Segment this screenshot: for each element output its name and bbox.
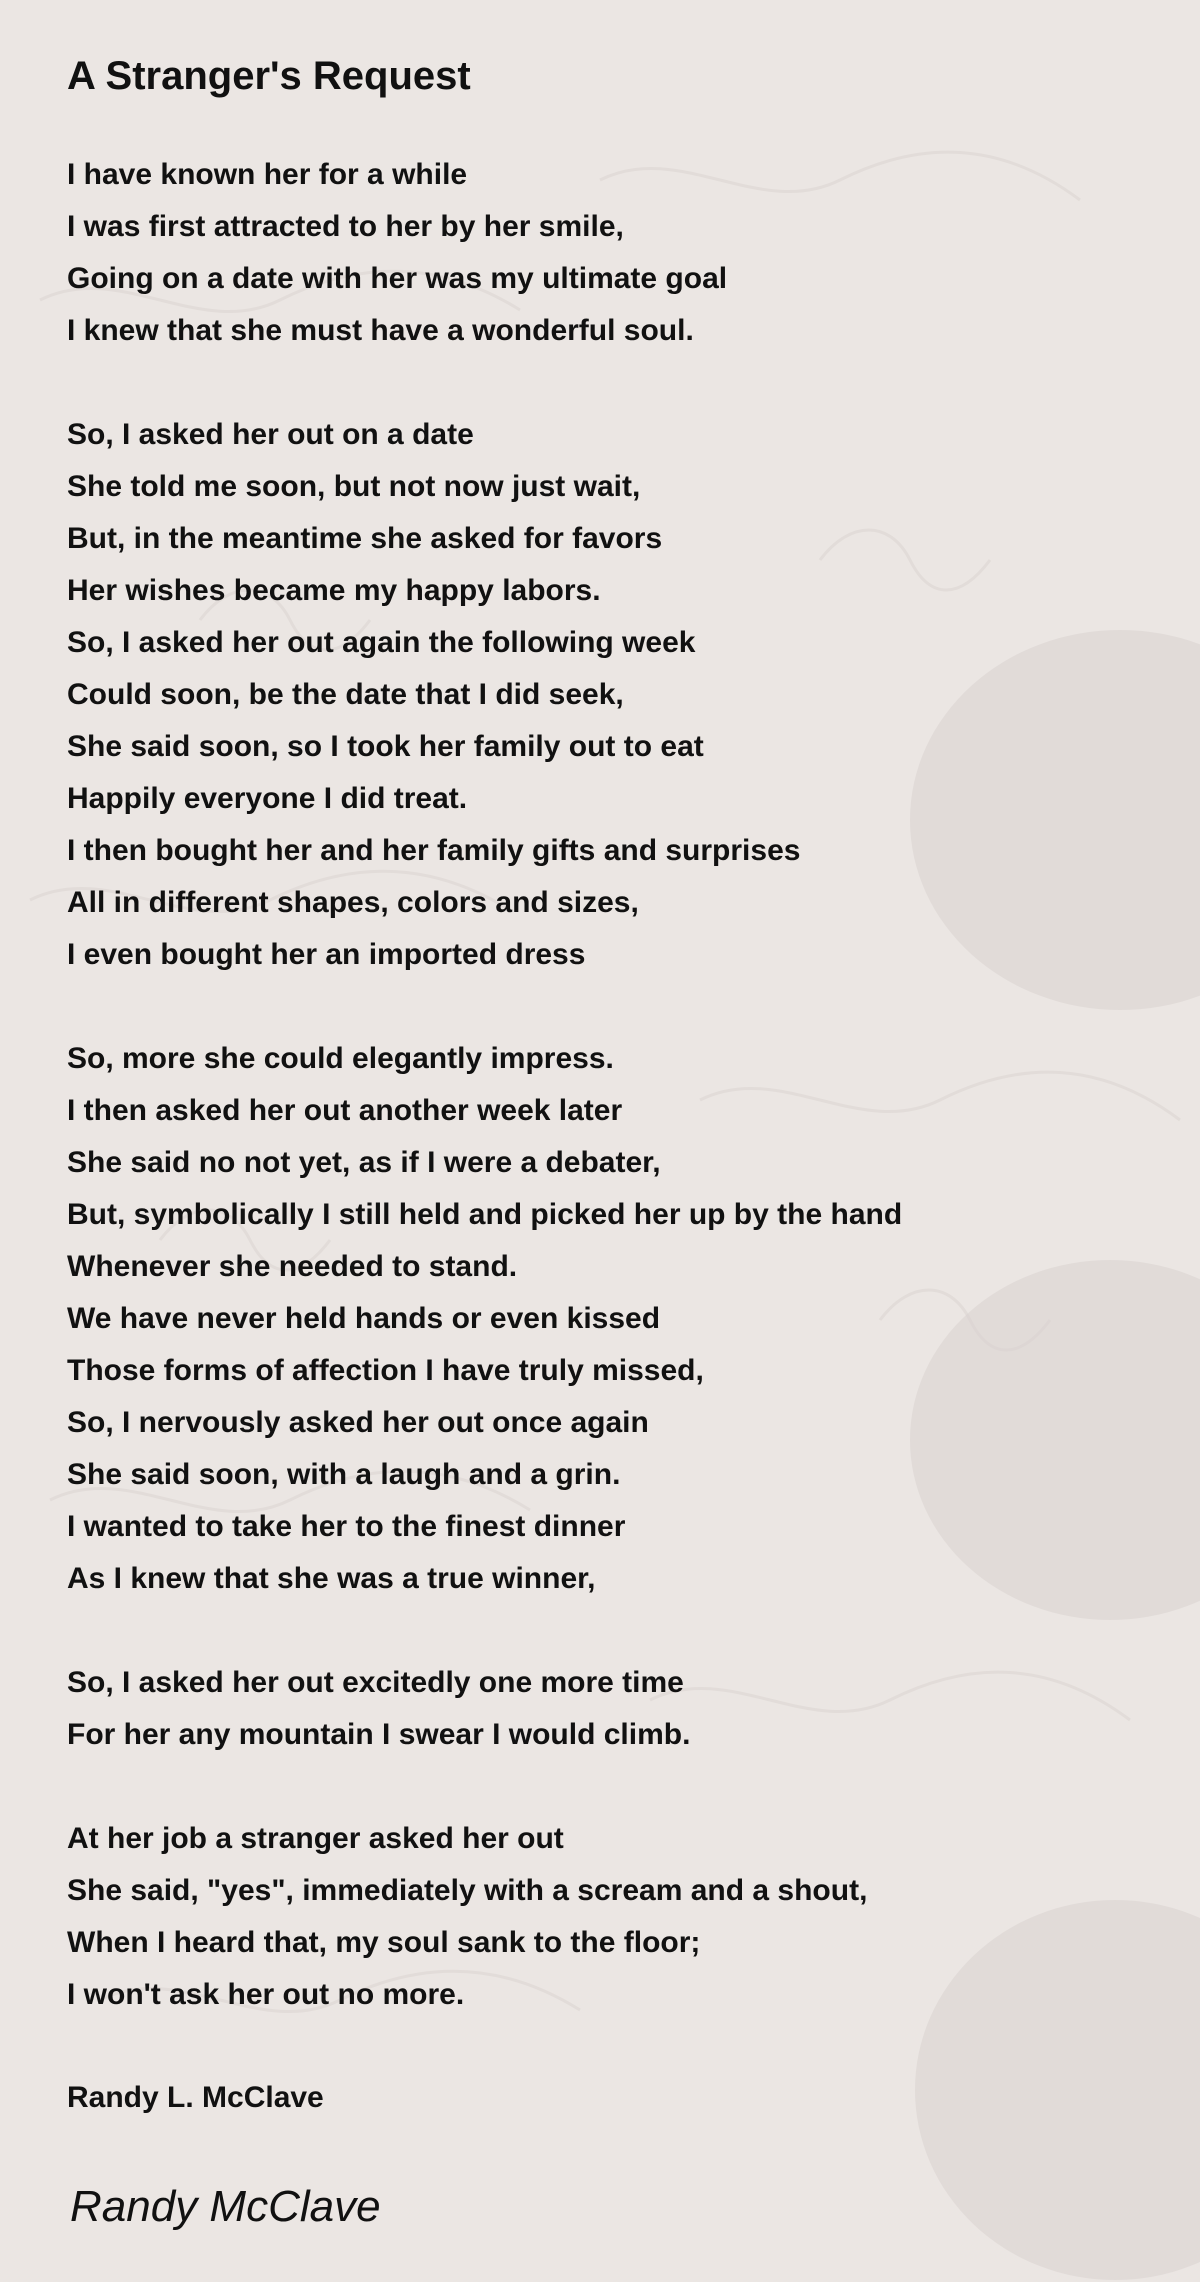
poem-line: For her any mountain I swear I would climb. bbox=[67, 1718, 691, 1751]
poem-line: Those forms of affection I have truly missed, bbox=[67, 1354, 704, 1387]
stanza-break bbox=[67, 981, 1167, 1033]
poem-line: As I knew that she was a true winner, bbox=[67, 1562, 596, 1595]
poem-line: All in different shapes, colors and sizes, bbox=[67, 886, 639, 919]
stanza bbox=[67, 1657, 1167, 1761]
author-byline: Randy L. McClave bbox=[67, 2081, 324, 2114]
poem-line: So, I asked her out again the following week bbox=[67, 626, 696, 659]
poem-line: At her job a stranger asked her out bbox=[67, 1822, 564, 1855]
poem-line: I even bought her an imported dress bbox=[67, 938, 586, 971]
poem-body bbox=[67, 149, 1167, 2021]
poem-line: I won't ask her out no more. bbox=[67, 1978, 465, 2011]
stanza-break bbox=[67, 1605, 1167, 1657]
poem-line: When I heard that, my soul sank to the floor; bbox=[67, 1926, 701, 1959]
poem-line: I knew that she must have a wonderful soul. bbox=[67, 314, 694, 347]
poem-line: So, I asked her out on a date bbox=[67, 418, 474, 451]
stanza bbox=[67, 149, 1167, 357]
poem-line: She said soon, with a laugh and a grin. bbox=[67, 1458, 621, 1491]
poem-title: A Stranger's Request bbox=[67, 54, 471, 98]
poem-line: Happily everyone I did treat. bbox=[67, 782, 468, 815]
poem-line: I then bought her and her family gifts and surprises bbox=[67, 834, 801, 867]
poem-line: She told me soon, but not now just wait, bbox=[67, 470, 641, 503]
poem-line: But, symbolically I still held and picked her up by the hand bbox=[67, 1198, 903, 1231]
poem-line: I have known her for a while bbox=[67, 158, 468, 191]
stanza-break bbox=[67, 1761, 1167, 1813]
poem-line: I wanted to take her to the finest dinner bbox=[67, 1510, 626, 1543]
poem-line: But, in the meantime she asked for favors bbox=[67, 522, 663, 555]
poem-line: She said, "yes", immediately with a scream and a shout, bbox=[67, 1874, 868, 1907]
poem-line: I then asked her out another week later bbox=[67, 1094, 623, 1127]
stanza bbox=[67, 409, 1167, 981]
poem-line: Could soon, be the date that I did seek, bbox=[67, 678, 624, 711]
stanza bbox=[67, 1813, 1167, 2021]
poem-line: So, I nervously asked her out once again bbox=[67, 1406, 649, 1439]
poem-line: She said soon, so I took her family out to eat bbox=[67, 730, 704, 763]
poem-line: So, more she could elegantly impress. bbox=[67, 1042, 614, 1075]
poem-line: I was first attracted to her by her smile, bbox=[67, 210, 624, 243]
stanza-break bbox=[67, 357, 1167, 409]
author-signature: Randy McClave bbox=[70, 2182, 381, 2231]
poem-line: Whenever she needed to stand. bbox=[67, 1250, 518, 1283]
poem-line: So, I asked her out excitedly one more time bbox=[67, 1666, 684, 1699]
poem-line: Her wishes became my happy labors. bbox=[67, 574, 601, 607]
poem-line: Going on a date with her was my ultimate goal bbox=[67, 262, 728, 295]
poem-line: We have never held hands or even kissed bbox=[67, 1302, 661, 1335]
poem-line: She said no not yet, as if I were a debater, bbox=[67, 1146, 661, 1179]
stanza bbox=[67, 1033, 1167, 1605]
